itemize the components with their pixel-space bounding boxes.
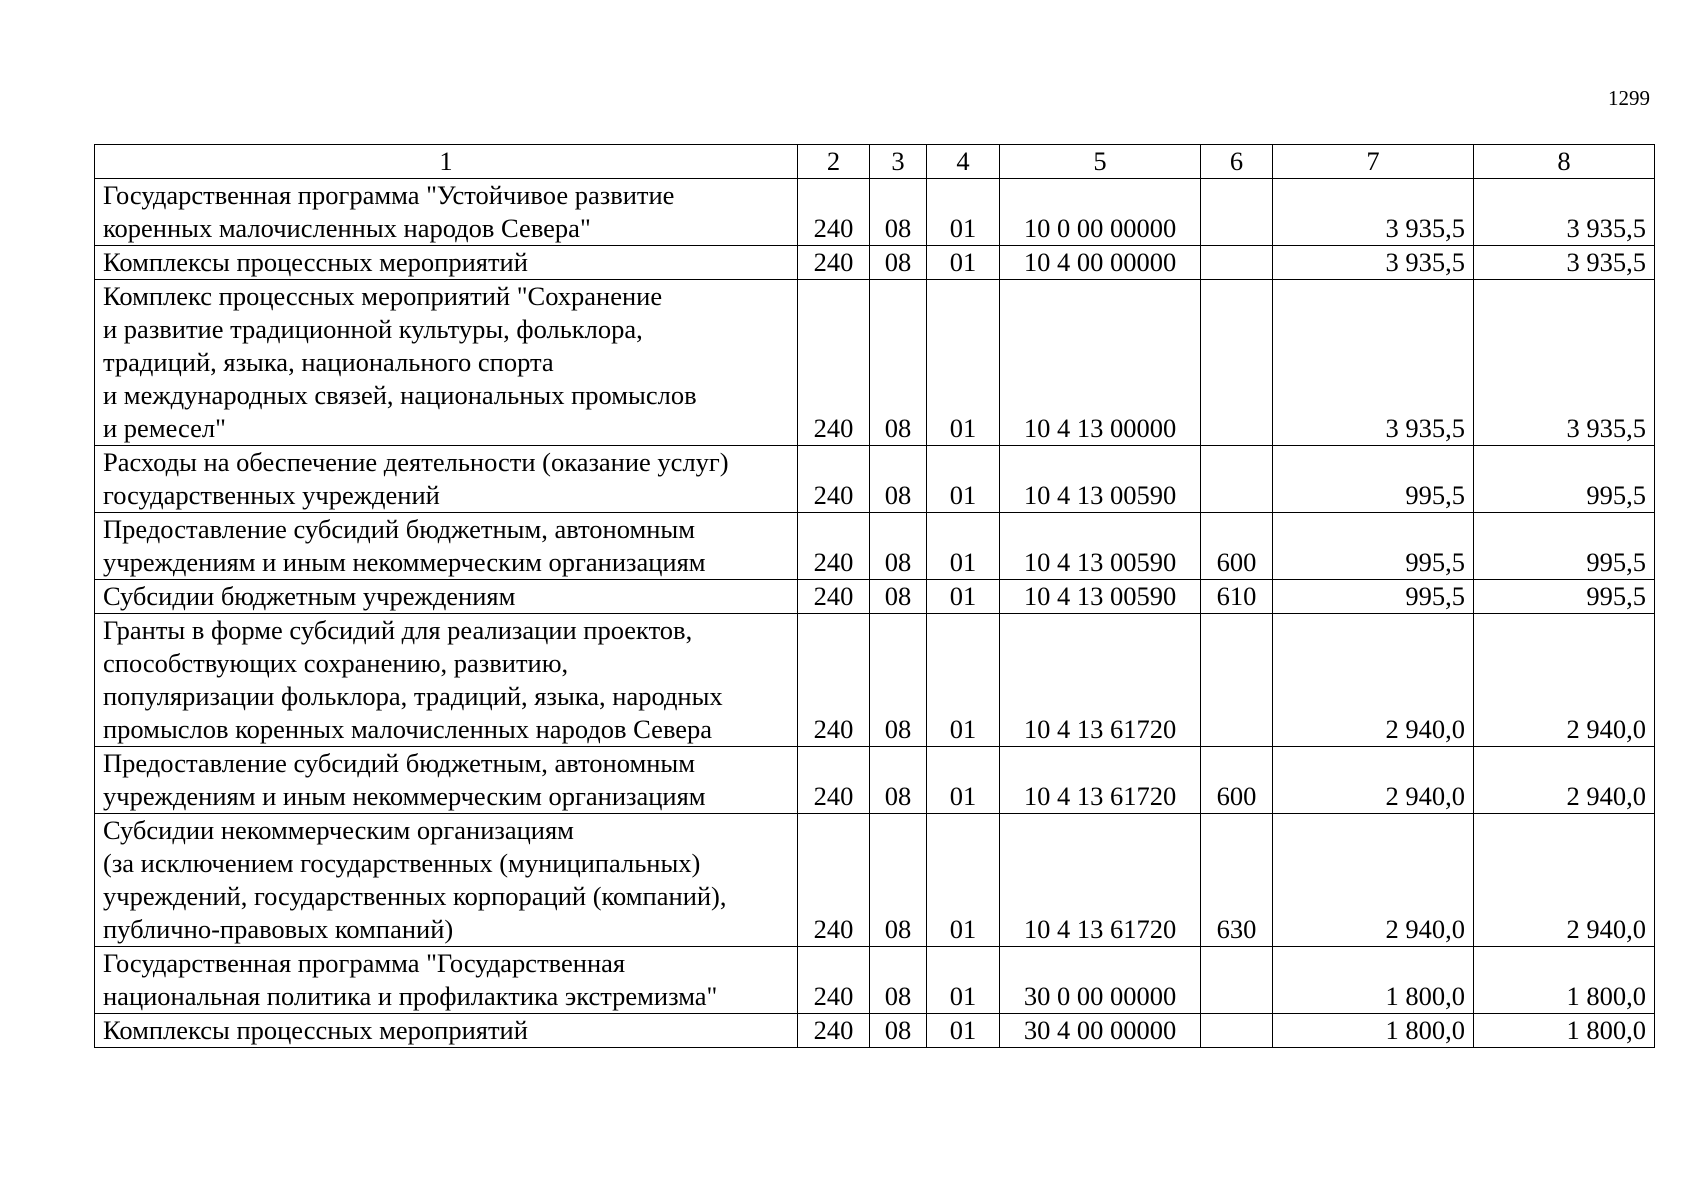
code-cell: 240 (798, 446, 870, 513)
expense-type-cell (1201, 947, 1273, 1014)
section-cell: 08 (870, 513, 927, 580)
row-name-cell (95, 947, 798, 1014)
row-name-cell (95, 814, 798, 947)
code-cell: 240 (798, 246, 870, 280)
subsection-cell: 01 (927, 814, 1000, 947)
section-cell: 08 (870, 947, 927, 1014)
section-cell: 08 (870, 747, 927, 814)
amount-cell-7: 995,5 (1273, 513, 1474, 580)
row-name-cell (95, 580, 798, 614)
amount-cell-7: 1 800,0 (1273, 1014, 1474, 1048)
expense-type-cell: 630 (1201, 814, 1273, 947)
expense-type-cell (1201, 280, 1273, 446)
row-name-line: и развитие традиционной культуры, фольклора, (103, 314, 643, 344)
page-number: 1299 (1608, 86, 1650, 110)
table-row (95, 614, 1655, 747)
row-name-cell (95, 614, 798, 747)
subsection-cell: 01 (927, 614, 1000, 747)
table-row (95, 513, 1655, 580)
subsection-cell: 01 (927, 179, 1000, 246)
target-article-cell: 10 4 00 00000 (1000, 246, 1201, 280)
row-name-line: Государственная программа "Устойчивое развитие (103, 180, 675, 210)
row-name-line: публично-правовых компаний) (103, 914, 454, 944)
amount-cell-8: 3 935,5 (1474, 280, 1655, 446)
row-name-line: учреждениям и иным некоммерческим организациям (103, 781, 706, 811)
code-cell: 240 (798, 614, 870, 747)
row-name-line: Предоставление субсидий бюджетным, автономным (103, 748, 696, 778)
row-name-line: национальная политика и профилактика экстремизма" (103, 981, 718, 1011)
target-article-cell: 30 4 00 00000 (1000, 1014, 1201, 1048)
target-article-cell: 10 4 13 00590 (1000, 446, 1201, 513)
amount-cell-7: 3 935,5 (1273, 280, 1474, 446)
row-name-line: традиций, языка, национального спорта (103, 347, 554, 377)
header-cell-4: 4 (927, 145, 1000, 179)
subsection-cell: 01 (927, 947, 1000, 1014)
header-cell-2: 2 (798, 145, 870, 179)
target-article-cell: 10 4 13 61720 (1000, 614, 1201, 747)
amount-cell-8: 3 935,5 (1474, 179, 1655, 246)
header-cell-7: 7 (1273, 145, 1474, 179)
row-name-line: Комплексы процессных мероприятий (103, 1015, 528, 1045)
table-body (95, 145, 1655, 1048)
section-cell: 08 (870, 446, 927, 513)
row-name-line: и ремесел" (103, 413, 226, 443)
header-cell-3: 3 (870, 145, 927, 179)
row-name-line: учреждений, государственных корпораций (компаний), (103, 881, 727, 911)
subsection-cell: 01 (927, 747, 1000, 814)
table-row (95, 747, 1655, 814)
subsection-cell: 01 (927, 580, 1000, 614)
table-row (95, 446, 1655, 513)
amount-cell-8: 1 800,0 (1474, 1014, 1655, 1048)
amount-cell-8: 1 800,0 (1474, 947, 1655, 1014)
section-cell: 08 (870, 280, 927, 446)
row-name-cell (95, 747, 798, 814)
target-article-cell: 10 4 13 00000 (1000, 280, 1201, 446)
row-name-line: учреждениям и иным некоммерческим организациям (103, 547, 706, 577)
code-cell: 240 (798, 513, 870, 580)
amount-cell-8: 3 935,5 (1474, 246, 1655, 280)
row-name-cell (95, 446, 798, 513)
amount-cell-8: 995,5 (1474, 513, 1655, 580)
amount-cell-7: 2 940,0 (1273, 614, 1474, 747)
code-cell: 240 (798, 280, 870, 446)
table-row (95, 246, 1655, 280)
expense-type-cell (1201, 446, 1273, 513)
table-row (95, 280, 1655, 446)
target-article-cell: 10 4 13 00590 (1000, 580, 1201, 614)
header-cell-5: 5 (1000, 145, 1201, 179)
row-name-cell (95, 179, 798, 246)
section-cell: 08 (870, 246, 927, 280)
expense-type-cell: 600 (1201, 513, 1273, 580)
section-cell: 08 (870, 1014, 927, 1048)
amount-cell-7: 3 935,5 (1273, 246, 1474, 280)
code-cell: 240 (798, 179, 870, 246)
row-name-line: Субсидии бюджетным учреждениям (103, 581, 516, 611)
amount-cell-8: 995,5 (1474, 580, 1655, 614)
subsection-cell: 01 (927, 1014, 1000, 1048)
row-name-line: Государственная программа "Государственная (103, 948, 626, 978)
amount-cell-8: 995,5 (1474, 446, 1655, 513)
row-name-line: промыслов коренных малочисленных народов Севера (103, 714, 713, 744)
amount-cell-8: 2 940,0 (1474, 747, 1655, 814)
section-cell: 08 (870, 179, 927, 246)
expense-type-cell (1201, 246, 1273, 280)
amount-cell-8: 2 940,0 (1474, 814, 1655, 947)
amount-cell-7: 2 940,0 (1273, 747, 1474, 814)
target-article-cell: 10 0 00 00000 (1000, 179, 1201, 246)
row-name-line: Комплексы процессных мероприятий (103, 247, 528, 277)
expense-type-cell (1201, 614, 1273, 747)
section-cell: 08 (870, 580, 927, 614)
subsection-cell: 01 (927, 280, 1000, 446)
code-cell: 240 (798, 814, 870, 947)
section-cell: 08 (870, 814, 927, 947)
header-cell-8: 8 (1474, 145, 1655, 179)
table-row (95, 580, 1655, 614)
target-article-cell: 10 4 13 61720 (1000, 747, 1201, 814)
section-cell: 08 (870, 614, 927, 747)
header-cell-1: 1 (95, 145, 798, 179)
row-name-line: популяризации фольклора, традиций, языка, народных (103, 681, 723, 711)
row-name-line: Гранты в форме субсидий для реализации проектов, (103, 615, 693, 645)
code-cell: 240 (798, 947, 870, 1014)
row-name-cell (95, 246, 798, 280)
row-name-line: коренных малочисленных народов Севера" (103, 213, 591, 243)
code-cell: 240 (798, 747, 870, 814)
row-name-cell (95, 513, 798, 580)
row-name-line: (за исключением государственных (муниципальных) (103, 848, 701, 878)
table-header-row (95, 145, 1655, 179)
code-cell: 240 (798, 580, 870, 614)
expense-type-cell: 600 (1201, 747, 1273, 814)
table-row (95, 947, 1655, 1014)
target-article-cell: 10 4 13 61720 (1000, 814, 1201, 947)
target-article-cell: 10 4 13 00590 (1000, 513, 1201, 580)
amount-cell-7: 1 800,0 (1273, 947, 1474, 1014)
row-name-line: Расходы на обеспечение деятельности (оказание услуг) (103, 447, 729, 477)
expense-type-cell (1201, 1014, 1273, 1048)
subsection-cell: 01 (927, 446, 1000, 513)
row-name-cell (95, 1014, 798, 1048)
amount-cell-7: 3 935,5 (1273, 179, 1474, 246)
subsection-cell: 01 (927, 513, 1000, 580)
amount-cell-7: 2 940,0 (1273, 814, 1474, 947)
row-name-line: и международных связей, национальных промыслов (103, 380, 697, 410)
row-name-line: способствующих сохранению, развитию, (103, 648, 569, 678)
amount-cell-7: 995,5 (1273, 580, 1474, 614)
expense-type-cell: 610 (1201, 580, 1273, 614)
expense-type-cell (1201, 179, 1273, 246)
amount-cell-7: 995,5 (1273, 446, 1474, 513)
target-article-cell: 30 0 00 00000 (1000, 947, 1201, 1014)
table-row (95, 1014, 1655, 1048)
amount-cell-8: 2 940,0 (1474, 614, 1655, 747)
row-name-line: Предоставление субсидий бюджетным, автономным (103, 514, 696, 544)
subsection-cell: 01 (927, 246, 1000, 280)
row-name-line: Субсидии некоммерческим организациям (103, 815, 574, 845)
row-name-cell (95, 280, 798, 446)
header-cell-6: 6 (1201, 145, 1273, 179)
table-row (95, 814, 1655, 947)
table-row (95, 179, 1655, 246)
row-name-line: государственных учреждений (103, 480, 440, 510)
budget-table (94, 144, 1655, 1048)
code-cell: 240 (798, 1014, 870, 1048)
row-name-line: Комплекс процессных мероприятий "Сохранение (103, 281, 663, 311)
